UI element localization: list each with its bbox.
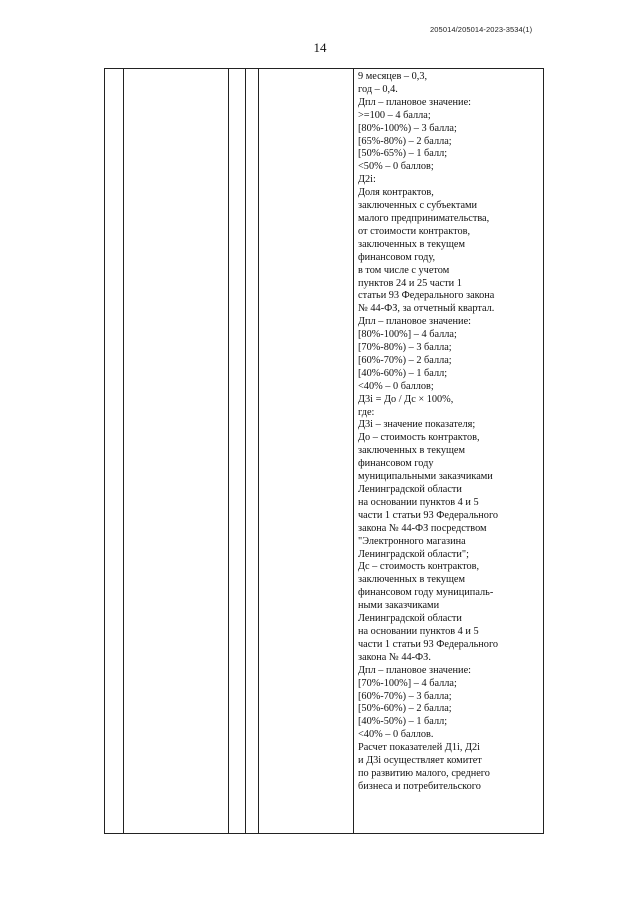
table-cell-3 (229, 69, 246, 834)
text-line: по развитию малого, среднего (358, 767, 490, 779)
text-line: где: (358, 406, 375, 418)
text-line: на основании пунктов 4 и 5 (358, 625, 479, 637)
indicator-text (358, 71, 543, 794)
text-line: [50%-65%) – 1 балл; (358, 148, 448, 160)
text-line: на основании пунктов 4 и 5 (358, 496, 479, 508)
text-line: <40% – 0 баллов. (358, 729, 434, 741)
text-line: части 1 статьи 93 Федерального (358, 638, 499, 650)
text-line: муниципальными заказчиками (358, 471, 493, 483)
indicator-description-cell (354, 69, 544, 834)
text-line: Ленинградской области (358, 613, 462, 625)
text-line: [80%-100%] – 4 балла; (358, 329, 457, 341)
text-line: заключенных в текущем (358, 574, 466, 586)
text-line: закона № 44-ФЗ. (358, 651, 431, 663)
text-line: заключенных в текущем (358, 238, 466, 250)
table-cell-2 (124, 69, 229, 834)
text-line: финансовом году, (358, 251, 436, 263)
text-line: <40% – 0 баллов; (358, 380, 434, 392)
table-cell-5 (259, 69, 354, 834)
text-line: от стоимости контрактов, (358, 225, 471, 237)
content-table (104, 68, 544, 834)
table-row (105, 69, 544, 834)
text-line: бизнеса и потребительского (358, 780, 481, 792)
text-line: заключенных в текущем (358, 445, 466, 457)
text-line: статьи 93 Федерального закона (358, 290, 495, 302)
text-line: [60%-70%) – 3 балла; (358, 690, 452, 702)
text-line: и Д3i осуществляет комитет (358, 755, 482, 767)
text-line: Доля контрактов, (358, 187, 434, 199)
text-line: малого предпринимательства, (358, 212, 490, 224)
text-line: Ленинградской области (358, 484, 462, 495)
text-line: Дпл – плановое значение: (358, 96, 471, 108)
text-line: Дс – стоимость контрактов, (358, 561, 480, 573)
text-line: [60%-70%) – 2 балла; (358, 354, 452, 366)
text-line: [80%-100%) – 3 балла; (358, 122, 457, 134)
text-line: [70%-100%] – 4 балла; (358, 677, 457, 689)
text-line: пунктов 24 и 25 части 1 (358, 277, 462, 289)
text-line: № 44-ФЗ, за отчетный квартал. (358, 303, 495, 315)
text-line: финансовом году муниципаль- (358, 587, 494, 599)
text-line: [40%-50%) – 1 балл; (358, 716, 448, 728)
text-line: части 1 статьи 93 Федерального (358, 509, 499, 521)
text-line: год – 0,4. (358, 83, 398, 95)
text-line: закона № 44-ФЗ посредством (358, 522, 487, 534)
table-cell-4 (246, 69, 259, 834)
document-id: 205014/205014-2023-3534(1) (430, 25, 533, 34)
text-line: >=100 – 4 балла; (358, 109, 431, 121)
text-line: Расчет показателей Д1i, Д2i (358, 742, 481, 754)
text-line: Д3i = До / Дс × 100%, (358, 393, 454, 405)
text-line: Д2i: (358, 174, 376, 186)
text-line: Дпл – плановое значение: (358, 664, 471, 676)
text-line: Ленинградской области"; (358, 548, 469, 560)
text-line: финансовом году (358, 458, 434, 470)
text-line: "Электронного магазина (358, 535, 466, 547)
text-line: <50% – 0 баллов; (358, 161, 434, 173)
text-line: [65%-80%) – 2 балла; (358, 135, 452, 147)
text-line: Д3i – значение показателя; (358, 419, 476, 431)
text-line: [70%-80%) – 3 балла; (358, 342, 452, 354)
page-number: 14 (313, 40, 327, 55)
text-line: заключенных с субъектами (358, 200, 478, 212)
text-line: в том числе с учетом (358, 264, 450, 276)
text-line: [40%-60%) – 1 балл; (358, 367, 448, 379)
table-cell-1 (105, 69, 124, 834)
text-line: 9 месяцев – 0,3, (358, 71, 428, 82)
text-line: До – стоимость контрактов, (358, 432, 480, 444)
text-line: Дпл – плановое значение: (358, 316, 471, 328)
text-line: [50%-60%) – 2 балла; (358, 703, 452, 715)
text-line: ными заказчиками (358, 600, 440, 612)
